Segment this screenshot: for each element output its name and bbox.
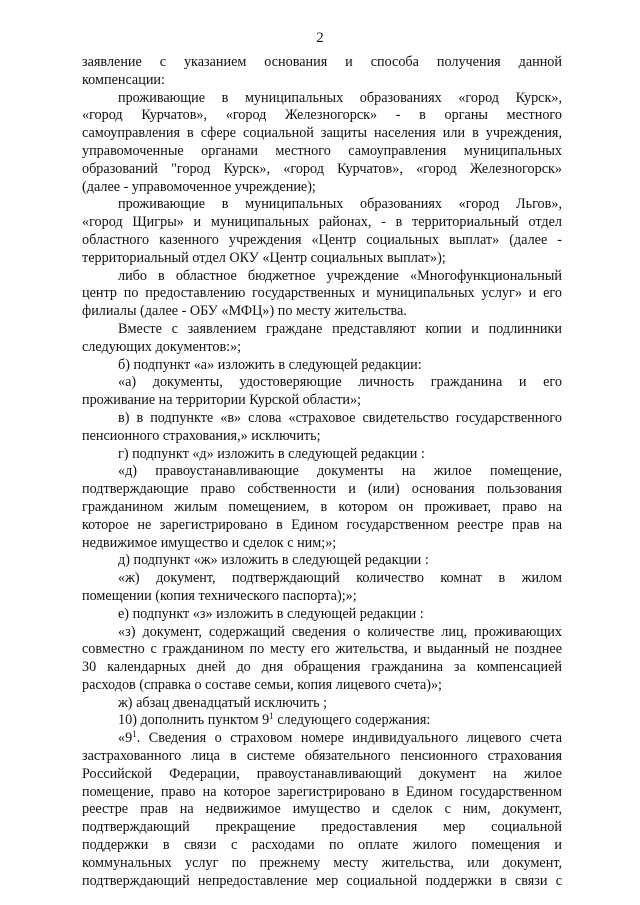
text-line: расходов (справка о составе семьи, копия лицевого счета)»;	[82, 676, 442, 693]
text-line: ж) абзац двенадцатый исключить ;	[118, 694, 328, 711]
text-line: 10) дополнить пунктом $9^1$ следующего содержания:	[118, 711, 431, 729]
text-line: областного казенного учреждения «Центр социальных выплат» (далее -	[82, 231, 562, 248]
text-line: е) подпункт «з» изложить в следующей редакции :	[118, 605, 424, 622]
text-line: «ж) документ, подтверждающий количество комнат в жилом	[118, 570, 562, 587]
text-line: недвижимое имущество и сделок с ним;»;	[82, 534, 337, 551]
text-line: центр по предоставлению государственных и муниципальных услуг» и его	[82, 285, 562, 302]
text-line: проживающие в муниципальных образованиях «город Курск»,	[118, 89, 562, 106]
text-line: «город Курчатов», «город Железногорск» - в органы местного	[82, 107, 562, 124]
text-line: филиалы (далее - ОБУ «МФЦ») по месту жительства.	[82, 303, 407, 320]
text-line: «$9^1$. Сведения о страховом номере индивидуального лицевого счета	[118, 729, 562, 747]
text-line: либо в областное бюджетное учреждение «Многофункциональный	[118, 267, 562, 284]
text-line: помещении (копия технического паспорта);»;	[82, 587, 357, 604]
text-line: проживание на территории Курской области»;	[82, 392, 362, 409]
text-line: в) в подпункте «в» слова «страховое свидетельство государственного	[118, 409, 562, 426]
text-line: подтверждающий непредоставление мер социальной поддержки в связи с	[82, 872, 562, 889]
text-line: подтверждающий прекращение предоставления мер социальной	[82, 819, 562, 836]
text-line: д) подпункт «ж» изложить в следующей редакции :	[118, 552, 429, 569]
text-line: образований "город Курск», «город Курчатов», «город Железногорск»	[82, 160, 562, 177]
text-line: б) подпункт «а» изложить в следующей редакции:	[118, 356, 422, 373]
text-line: заявление с указанием основания и способа получения данной	[82, 54, 562, 70]
text-line: поддержки в связи с расходами по оплате жилого помещения и	[82, 837, 562, 854]
text-line: 30 календарных дней до дня обращения гражданина за компенсацией	[82, 659, 562, 676]
text-line: коммунальных услуг по прежнему месту жительства, или документ,	[82, 854, 562, 871]
text-line: (далее - управомоченное учреждение);	[82, 178, 316, 195]
text-line: помещение, право на которое зарегистрировано в Едином государственном	[82, 783, 562, 800]
text-line: «а) документы, удостоверяющие личность гражданина и его	[118, 374, 562, 391]
text-line: следующих документов:»;	[82, 338, 242, 355]
text-line: проживающие в муниципальных образованиях «город Льгов»,	[118, 196, 562, 213]
text-line: компенсации:	[82, 71, 165, 88]
text-line: пенсионного страхования,» исключить;	[82, 427, 321, 444]
text-line: совместно с гражданином по месту его жительства, и выданный не позднее	[82, 641, 562, 658]
text-line: территориальный отдел ОКУ «Центр социальных выплат»);	[82, 249, 446, 266]
text-line: Вместе с заявлением граждане представляют копии и подлинники	[118, 320, 562, 337]
text-line: г) подпункт «д» изложить в следующей редакции :	[118, 445, 425, 462]
text-line: Российской Федерации, правоустанавливающий документ на жилое	[82, 765, 562, 782]
text-line: самоуправления в сфере социальной защиты населения или в учреждения,	[82, 125, 562, 142]
text-line: застрахованного лица в системе обязательного пенсионного страхования	[82, 748, 562, 765]
text-line: «д) правоустанавливающие документы на жилое помещение,	[118, 463, 562, 480]
text-line: управомоченные органами местного самоуправления муниципальных	[82, 142, 562, 159]
text-line: гражданином жилым помещением, в котором он проживает, право на	[82, 498, 562, 515]
text-line: которое не зарегистрировано в Едином государственном реестре прав на	[82, 516, 562, 533]
page-number: 2	[316, 30, 324, 46]
text-line: «з) документ, содержащий сведения о количестве лиц, проживающих	[118, 623, 562, 640]
text-line: «город Щигры» и муниципальных районах, - в территориальный отдел	[82, 214, 562, 231]
document-body	[82, 54, 562, 890]
text-line: подтверждающие право собственности и (или) основания пользования	[82, 481, 562, 498]
text-line: реестре прав на недвижимое имущество и сделок с ним, документ,	[82, 801, 562, 818]
